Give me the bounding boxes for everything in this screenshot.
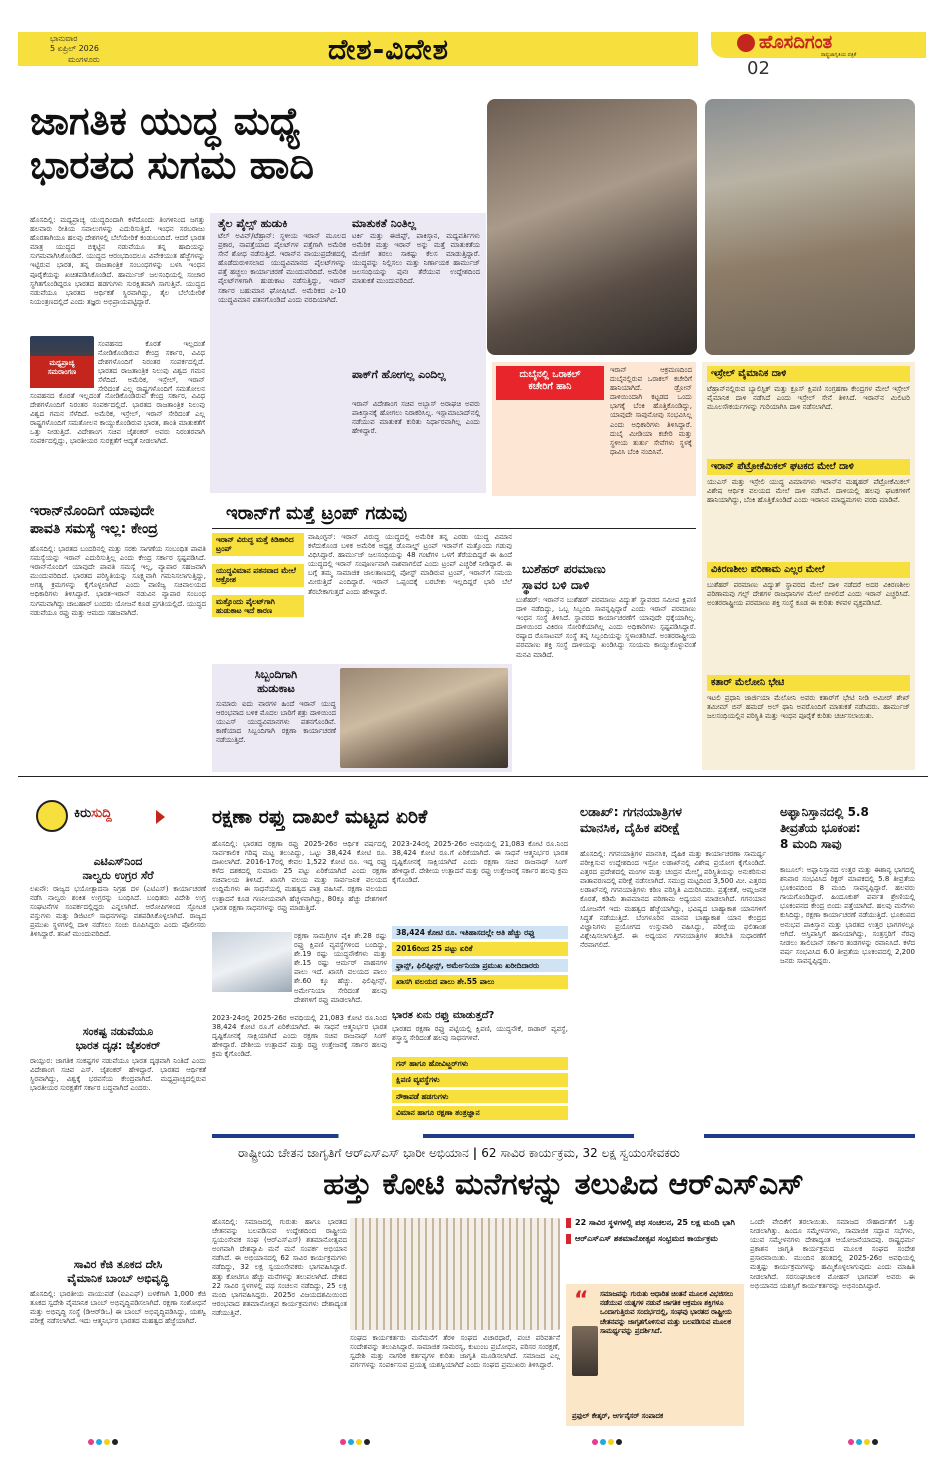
- afghan-headline-1: ಅಫ್ಘಾನಿಸ್ತಾನದಲ್ಲಿ 5.8: [780, 805, 869, 819]
- inset-label-2: ಸಮರಾಂಗಣ: [47, 367, 77, 376]
- oil-body: ಟೆಲ್ ಅವಿವ್/ಟೆಹ್ರಾನ್: ಸ್ಥಳೀಯ ಇರಾನ್ ಮೂಲದ ಪ್ರಕಾರ, ನಾಪತ್ತೆಯಾದ ಪೈಲಟ್‌ಗಳ ಪತ್ತೆಗಾಗಿ ಅಮೆರಿಕ ಸೇನೆ ಶೋಧ ನಡೆಸುತ್ತಿದೆ. ಇರಾನ್‌ನ ವಾಯುಪ್ರದೇಶದಲ್ಲಿ ಹೊಡೆದುರುಳಿಸಲಾದ ಯುದ್ಧವಿಮಾನದ ಪೈಲಟ್‌ಗಳನ್ನು ಪತ್ತೆ ಹಚ್ಚಲು ಕಾರ್ಯಾಚರಣೆ ಮುಂದುವರಿದಿದೆ. ಅಮೆರಿಕ ಪೈಲಟ್‌ಗಳಿಗಾಗಿ ಹುಡುಕಾಟ ನಡೆಸುತ್ತಿದ್ದು, ಇರಾನ್ ಸರ್ಕಾರ ಬಹುಮಾನ ಘೋಷಿಸಿದೆ. ಅಮೆರಿಕದ ಎ-10 ಯುದ್ಧವಿಮಾನ ಪತನಗೊಂಡಿದೆ ಎಂದು ವರದಿಯಾಗಿದೆ.: [218, 232, 346, 304]
- author-photo: [572, 1326, 598, 1376]
- rss-highlights: [566, 1218, 744, 1244]
- israel-strike-body: ಟೆಹ್ರಾನ್‌ನಲ್ಲಿರುವ ಬ್ಯಾಲಿಸ್ಟಿಕ್ ಮತ್ತು ಕ್ರೂಸ್ ಕ್ಷಿಪಣಿ ಸಂಗ್ರಹಣಾ ಕೇಂದ್ರಗಳ ಮೇಲೆ ಇಸ್ರೇಲ್ ವೈಮಾನಿಕ ದಾಳಿ ನಡೆಸಿದೆ ಎಂದು ಇಸ್ರೇಲ್ ಸೇನೆ ತಿಳಿಸಿದೆ. ಇರಾನ್‌ನ ಮಿಲಿಟರಿ ಮೂಲಸೌಕರ್ಯಗಳನ್ನು ಗುರಿಯಾಗಿಸಿ ದಾಳಿ ನಡೆಸಲಾಗಿದೆ.: [707, 385, 910, 412]
- rss-divider-band: [212, 1134, 915, 1138]
- fist-icon: [36, 800, 68, 832]
- kiru-1-title-1: ಎಟಿಎಸ್‌ನಿಂದ: [93, 855, 143, 868]
- kiru-3-body: ಹೊಸದಿಲ್ಲಿ: ಭಾರತೀಯ ವಾಯುಪಡೆ (ಐಎಎಫ್) ಬಳಕೆಗಾಗಿ 1,000 ಕೆಜಿ ತೂಕದ ಸ್ವದೇಶಿ ವೈಮಾನಿಕ ಬಾಂಬ್ ಅಭಿವೃದ್ಧಿಪಡಿಸಲಾಗಿದೆ. ರಕ್ಷಣಾ ಸಂಶೋಧನೆ ಮತ್ತು ಅಭಿವೃದ್ಧಿ ಸಂಸ್ಥೆ (ಡಿಆರ್‌ಡಿಒ) ಈ ಬಾಂಬ್ ಅಭಿವೃದ್ಧಿಪಡಿಸಿದ್ದು, ಯಶಸ್ವಿ ಪರೀಕ್ಷೆ ನಡೆಸಲಾಗಿದೆ. ಇದು ಆತ್ಮನಿರ್ಭರ ಭಾರತದ ಮಹತ್ವದ ಹೆಜ್ಜೆಯಾಗಿದೆ.: [30, 1290, 206, 1326]
- bushehr-headline-2: ಸ್ಥಾವರ ಬಳಿ ದಾಳಿ: [522, 577, 590, 592]
- brand-name: ಹೊಸದಿಗಂತ: [759, 32, 833, 53]
- defence-chart-photo: [212, 932, 292, 992]
- defence-body-4: 2023-24ರಲ್ಲಿ 2025-26ರ ಅವಧಿಯಲ್ಲಿ 21,083 ಕೋಟಿ ರೂ.ನಿಂದ 38,424 ಕೋಟಿ ರೂ.ಗೆ ಏರಿಕೆಯಾಗಿದೆ. ಈ ಸಾಧನೆ ಆತ್ಮನಿರ್ಭರ ಭಾರತ ದೃಷ್ಟಿಕೋನಕ್ಕೆ ಸಾಕ್ಷಿಯಾಗಿದೆ ಎಂದು ರಕ್ಷಣಾ ಸಚಿವ ರಾಜನಾಥ್ ಸಿಂಗ್ ಹೇಳಿದ್ದಾರೆ. ದೇಶೀಯ ಉತ್ಪಾದನೆ ಮತ್ತು ರಫ್ತು ಉತ್ತೇಜನಕ್ಕೆ ಸರ್ಕಾರ ಹಲವು ಕ್ರಮ ಕೈಗೊಂಡಿದೆ.: [392, 840, 568, 885]
- kiru-2-body: ರಾಯ್ಪುರ: ಜಾಗತಿಕ ಸಂಕಷ್ಟಗಳ ನಡುವೆಯೂ ಭಾರತ ದೃಢವಾಗಿ ನಿಂತಿದೆ ಎಂದು ವಿದೇಶಾಂಗ ಸಚಿವ ಎಸ್. ಜೈಶಂಕರ್ ಹೇಳಿದ್ದಾರೆ. ಭಾರತದ ಆರ್ಥಿಕತೆ ಸ್ಥಿರವಾಗಿದ್ದು, ವಿಶ್ವಕ್ಕೆ ಭರವಸೆಯ ಕೇಂದ್ರವಾಗಿದೆ. ಮಧ್ಯಪ್ರಾಚ್ಯದಲ್ಲಿರುವ ಭಾರತೀಯರ ಸುರಕ್ಷತೆಗೆ ಸರ್ಕಾರ ಬದ್ಧವಾಗಿದೆ ಎಂದರು.: [30, 1057, 206, 1093]
- masthead: [18, 30, 928, 90]
- afghan-headline-3: 8 ಮಂದಿ ಸಾವು: [780, 837, 842, 852]
- rss-quote-text: ಸಮಾಜವನ್ನು ಗುರುತು ಆಧಾರಿತ ಚಿಂತನೆ ಮೂಲಕ ವಿಭಜಿಸಲು ನಡೆಯುವ ಯತ್ನಗಳ ನಡುವೆ ಜಾಗತಿಕ ಆಕ್ರಮಣ ಶಕ್ತಿಗಳೂ ಒಂದಾಗುತ್ತಿರುವ ಸಂದರ್ಭದಲ್ಲಿ, ಸಂಘವು ಭಾರತದ ರಾಷ್ಟ್ರೀಯ ಚೇತನವನ್ನು ಜಾಗೃತಗೊಳಿಸುವ ಮತ್ತು ಬಲಪಡಿಸುವ ಮೂಲಕ ಸಾಮರ್ಥ್ಯವನ್ನು ಪ್ರದರ್ಶಿಸಿದೆ.: [600, 1290, 734, 1335]
- iran-payment-headline-2: ಪಾವತಿ ಸಮಸ್ಯೆ ಇಲ್ಲ: ಕೇಂದ್ರ: [30, 520, 158, 537]
- inset-label-box: [30, 356, 94, 388]
- bushehr-headline: [516, 562, 696, 593]
- rss-quote-author: ಪ್ರಫುಲ್ ಕೇತ್ಕರ್, ಆರ್ಗನೈಸರ್ ಸಂಪಾದಕ: [572, 1412, 664, 1420]
- defence-q-item-2: ಕ್ಷಿಪಣಿ ವ್ಯವಸ್ಥೆಗಳು: [392, 1073, 568, 1086]
- trump-bullet-1: ಇರಾನ್ ವಿರುದ್ಧ ಮತ್ತೆ ಕಿಡಿಕಾರಿದ ಟ್ರಂಪ್: [212, 533, 304, 556]
- city-label: ಮಂಗಳೂರು: [68, 54, 100, 64]
- rss-kicker: ರಾಷ್ಟ್ರೀಯ ಚೇತನ ಜಾಗೃತಿಗೆ ಆರ್‌ಎಸ್‌ಎಸ್ ಭಾರೀ ಅಭಿಯಾನ | 62 ಸಾವಿರ ಕಾರ್ಯಕ್ರಮ, 32 ಲಕ್ಷ ಸ್ವಯಂಸೇವಕರು: [238, 1146, 680, 1160]
- rubble-photo: [705, 99, 915, 355]
- lead-body-2: ಸಂವಹನದ ಕೊರತೆ ಇಲ್ಲದಂತೆ ನೋಡಿಕೊಂಡಿರುವ ಕೇಂದ್ರ ಸರ್ಕಾರ, ವಿವಿಧ ದೇಶಗಳೊಂದಿಗೆ ನಿರಂತರ ಸಂಪರ್ಕದಲ್ಲಿದೆ. ಭಾರತದ ರಾಜತಾಂತ್ರಿಕ ನಿಲುವು ವಿಶ್ವದ ಗಮನ ಸೆಳೆದಿದೆ. ಅಮೆರಿಕ, ಇಸ್ರೇಲ್, ಇರಾನ್ ಸೇರಿದಂತೆ ಎಲ್ಲ ರಾಷ್ಟ್ರಗಳೊಂದಿಗೆ ಸಮತೋಲನ: [98, 340, 205, 394]
- dubai-title-2: ಕಚೇರಿಗೆ ಹಾನಿ: [528, 381, 572, 393]
- registration-dots-center-right: [592, 1438, 624, 1447]
- kiru-label: [74, 806, 112, 822]
- defence-fact-2: 2016ರಿಂದ 25 ಪಟ್ಟು ಏರಿಕೆ: [392, 942, 568, 955]
- dubai-title-1: ದುಬೈನಲ್ಲಿ ಒರಾಕಲ್: [519, 369, 581, 380]
- ladakh-body: ಹೊಸದಿಲ್ಲಿ: ಗಗನಯಾತ್ರಿಗಳ ಮಾನಸಿಕ, ದೈಹಿಕ ಮತ್ತು ಕಾರ್ಯಾಚರಣಾ ಸಾಮರ್ಥ್ಯ ಪರೀಕ್ಷಿಸುವ ಉದ್ದೇಶದಿಂದ ಇಸ್ರೋ ಲಡಾಖ್‌ನಲ್ಲಿ ವಿಶೇಷ ಪ್ರಯೋಗ ಕೈಗೊಂಡಿದೆ. ಎತ್ತರದ ಪ್ರದೇಶದಲ್ಲಿ ಮಂಗಳ ಮತ್ತು ಚಂದ್ರನ ಮೇಲ್ಮೈ ಪರಿಸ್ಥಿತಿಯನ್ನು ಅನುಕರಿಸುವ ವಾತಾವರಣದಲ್ಲಿ ಪರೀಕ್ಷೆ ನಡೆಸಲಾಗಿದೆ. ಸಮುದ್ರ ಮಟ್ಟದಿಂದ 3,500 ಮೀ. ಎತ್ತರದ ಲಡಾಖ್‌ನಲ್ಲಿ ಗಗನಯಾತ್ರಿಗಳು ಕಠಿಣ ಪರಿಸ್ಥಿತಿ ಎದುರಿಸಿದರು. ಪ್ರತ್ಯೇಕತೆ, ಆಮ್ಲಜನಕ ಕೊರತೆ, ಕಡಿಮೆ ತಾಪಮಾನದ ಪರಿಣಾಮ ಅಧ್ಯಯನ ಮಾಡಲಾಗಿದೆ. ಗಗನಯಾನ ಯೋಜನೆಗೆ ಇದು ಮಹತ್ವದ ಹೆಜ್ಜೆಯಾಗಿದ್ದು, ಭವಿಷ್ಯದ ಬಾಹ್ಯಾಕಾಶ ಯಾನಗಳಿಗೆ ಸಿದ್ಧತೆ ನಡೆಯುತ್ತಿದೆ. ಬೆಂಗಳೂರಿನ ಮಾನವ ಬಾಹ್ಯಾಕಾಶ ಯಾನ ಕೇಂದ್ರದ ವಿಜ್ಞಾನಿಗಳು ಪ್ರಯೋಗದ ಉಸ್ತುವಾರಿ ವಹಿಸಿದ್ದು, ಪರೀಕ್ಷೆಯ ಫಲಿತಾಂಶ ವಿಶ್ಲೇಷಿಸಲಾಗುತ್ತಿದೆ. ಈ ಅಧ್ಯಯನ ಗಗನಯಾತ್ರಿಗಳ ತರಬೇತಿ ಸುಧಾರಣೆಗೆ ನೆರವಾಗಲಿದೆ.: [580, 850, 766, 949]
- rss-kicker-b: 62 ಸಾವಿರ ಕಾರ್ಯಕ್ರಮ, 32 ಲಕ್ಷ ಸ್ವಯಂಸೇವಕರು: [481, 1146, 680, 1160]
- oil-title: ತೈಲ ಪೈಲ್ಸ್ ಹುಡುಕಿ: [218, 217, 288, 230]
- inset-label-1: ಮಧ್ಯಪ್ರಾಚ್ಯ: [49, 359, 75, 367]
- quote-mark-icon: “: [574, 1288, 589, 1313]
- registration-dots-center-left: [340, 1438, 372, 1447]
- qatar-body: ಇಟಲಿ ಪ್ರಧಾನಿ ಜಾರ್ಜಿಯಾ ಮೆಲೋನಿ ಅವರು ಕತಾರ್‌ಗೆ ಭೇಟಿ ನೀಡಿ ಅಮೀರ್ ಶೇಖ್ ತಮೀಮ್ ಬಿನ್ ಹಮದ್ ಅಲ್ ಥಾನಿ ಅವರೊಂದಿಗೆ ಮಾತುಕತೆ ನಡೆಸಿದರು. ಹಾರ್ಮುಜ್ ಜಲಸಂಧಿಯಲ್ಲಿನ ಪರಿಸ್ಥಿತಿ ಮತ್ತು ಇಂಧನ ಪೂರೈಕೆ ಕುರಿತು ಚರ್ಚಿಸಲಾಯಿತು.: [707, 694, 910, 721]
- staff-search-headline-1: ಸಿಬ್ಬಂದಿಗಾಗಿ: [254, 668, 298, 681]
- brand-block: [711, 30, 926, 82]
- iran-payment-headline: [30, 503, 206, 538]
- defence-fact-4: ಖಾಸಗಿ ವಲಯದ ಪಾಲು ಶೇ.55 ಪಾಲು: [392, 975, 568, 988]
- staff-search-body: ಸುಮಾರು ಐದು ವಾರಗಳ ಹಿಂದೆ ಇರಾನ್ ಯುದ್ಧ ಆರಂಭವಾದ ಬಳಿಕ ಮೊದಲ ಬಾರಿಗೆ ಶತ್ರು ದಾಳಿಯಿಂದ ಯುಎಸ್ ಯುದ್ಧವಿಮಾನಗಳು ಪತನಗೊಂಡಿವೆ. ಕಾಣೆಯಾದ ಸಿಬ್ಬಂದಿಗಾಗಿ ರಕ್ಷಣಾ ಕಾರ್ಯಾಚರಣೆ ನಡೆಯುತ್ತಿದೆ.: [216, 700, 336, 745]
- kiru-2-title-2: ಭಾರತ ದೃಢ: ಜೈಶಂಕರ್: [75, 1039, 161, 1053]
- dubai-body: ಇರಾನ್ ಆಕ್ರಮಣದಿಂದ ದುಬೈನಲ್ಲಿರುವ ಒರಾಕಲ್ ಕಚೇರಿಗೆ ಹಾನಿಯಾಗಿದೆ. ಡ್ರೋನ್ ದಾಳಿಯಿಂದಾಗಿ ಕಟ್ಟಡದ ಒಂದು ಭಾಗಕ್ಕೆ ಬೆಂಕಿ ಹೊತ್ತಿಕೊಂಡಿದ್ದು, ಯಾವುದೇ ಸಾವುನೋವು ಸಂಭವಿಸಿಲ್ಲ ಎಂದು ಅಧಿಕಾರಿಗಳು ತಿಳಿಸಿದ್ದಾರೆ. ದುಬೈ ಮೀಡಿಯಾ ಕಚೇರಿ ಮತ್ತು ಸ್ಥಳೀಯ ತುರ್ತು ಸೇವೆಗಳು ಸ್ಥಳಕ್ಕೆ ಧಾವಿಸಿ ಬೆಂಕಿ ನಂದಿಸಿವೆ.: [610, 366, 692, 456]
- building-photo: [340, 668, 508, 768]
- kiru-1-body: ಲಖನೌ: ರಾಜ್ಯದ ಭಯೋತ್ಪಾದನಾ ನಿಗ್ರಹ ದಳ (ಎಟಿಎಸ್) ಕಾರ್ಯಾಚರಣೆ ನಡೆಸಿ ನಾಲ್ವರು ಶಂಕಿತ ಉಗ್ರರನ್ನು ಬಂಧಿಸಿದೆ. ಬಂಧಿತರು ವಿದೇಶಿ ಉಗ್ರ ಸಂಘಟನೆಗಳ ಸಂಪರ್ಕದಲ್ಲಿದ್ದರು ಎನ್ನಲಾಗಿದೆ. ಆರೋಪಿಗಳಿಂದ ಸ್ಫೋಟಕ ವಸ್ತುಗಳು ಮತ್ತು ಡಿಜಿಟಲ್ ಸಾಧನಗಳನ್ನು ವಶಪಡಿಸಿಕೊಳ್ಳಲಾಗಿದೆ. ರಾಜ್ಯದ ಪ್ರಮುಖ ಸ್ಥಳಗಳಲ್ಲಿ ದಾಳಿ ನಡೆಸಲು ಸಂಚು ರೂಪಿಸಿದ್ದರು ಎಂದು ಪೊಲೀಸರು ತಿಳಿಸಿದ್ದಾರೆ. ತನಿಖೆ ಮುಂದುವರಿದಿದೆ.: [30, 885, 206, 939]
- masthead-date-block: [50, 34, 100, 65]
- rss-rally-photo: [350, 1218, 560, 1330]
- petrochem-title: ಇರಾನ್ ಪೆಟ್ರೋಕೆಮಿಕಲ್ ಘಟಕದ ಮೇಲೆ ದಾಳಿ: [707, 459, 910, 475]
- rss-kicker-a: ರಾಷ್ಟ್ರೀಯ ಚೇತನ ಜಾಗೃತಿಗೆ ಆರ್‌ಎಸ್‌ಎಸ್ ಭಾರೀ ಅಭಿಯಾನ: [238, 1146, 469, 1160]
- defence-q-item-1: ಗನ್ ಹಾಗೂ ಹೋವಿಟ್ಜರ್‌ಗಳು: [392, 1057, 568, 1070]
- staff-search-headline-2: ಹುಡುಕಾಟ: [257, 682, 295, 696]
- defence-fact-1: 38,424 ಕೋಟಿ ರೂ. ಇತಿಹಾಸದಲ್ಲೇ ಅತಿ ಹೆಚ್ಚು ರಫ್ತು: [392, 926, 568, 939]
- kiru-3-title-1: ಸಾವಿರ ಕೆಜಿ ತೂಕದ ದೇಸಿ: [73, 1258, 163, 1271]
- kiru-1-title-2: ನಾಲ್ವರು ಉಗ್ರರ ಸೆರೆ: [82, 869, 154, 883]
- petrochem-body: ಯುಎಸ್ ಮತ್ತು ಇಸ್ರೇಲಿ ಯುದ್ಧ ವಿಮಾನಗಳು ಇರಾನ್‌ನ ಮಹ್ಶಹರ್ ಪೆಟ್ರೋಕೆಮಿಕಲ್ ವಿಶೇಷ ಆರ್ಥಿಕ ವಲಯದ ಮೇಲೆ ದಾಳಿ ನಡೆಸಿವೆ. ದಾಳಿಯಲ್ಲಿ ಹಲವು ಘಟಕಗಳಿಗೆ ಹಾನಿಯಾಗಿದ್ದು, ಬೆಂಕಿ ಹೊತ್ತಿಕೊಂಡಿದೆ ಎಂದು ಇರಾನಿನ ಮಾಧ್ಯಮಗಳು ವರದಿ ಮಾಡಿವೆ.: [707, 478, 910, 505]
- registration-dots-right: [848, 1438, 880, 1447]
- defence-q-body: ಭಾರತದ ರಕ್ಷಣಾ ರಫ್ತು ಪಟ್ಟಿಯಲ್ಲಿ ಕ್ಷಿಪಣಿ, ಯುದ್ಧನೌಕೆ, ರಾಡಾರ್ ವ್ಯವಸ್ಥೆ, ಶಸ್ತ್ರಾಸ್ತ್ರ ಸೇರಿದಂತೆ ಹಲವು ಸಾಧನಗಳಿವೆ.: [392, 1025, 568, 1043]
- section-title: ದೇಶ-ವಿದೇಶ: [328, 33, 449, 66]
- afghan-body: ಕಾಬೂಲ್: ಅಫ್ಘಾನಿಸ್ತಾನದ ಉತ್ತರ ಮತ್ತು ಈಶಾನ್ಯ ಭಾಗದಲ್ಲಿ ಶನಿವಾರ ಸಂಭವಿಸಿದ ರಿಕ್ಟರ್ ಮಾಪಕದಲ್ಲಿ 5.8 ತೀವ್ರತೆಯ ಭೂಕಂಪದಿಂದ 8 ಮಂದಿ ಸಾವನ್ನಪ್ಪಿದ್ದಾರೆ. ಹಲವರು ಗಾಯಗೊಂಡಿದ್ದಾರೆ. ಹಿಂದೂಕುಶ್ ಪರ್ವತ ಶ್ರೇಣಿಯಲ್ಲಿ ಭೂಕಂಪನದ ಕೇಂದ್ರ ಬಿಂದು ಪತ್ತೆಯಾಗಿದೆ. ಹಲವು ಮನೆಗಳು ಕುಸಿದಿದ್ದು, ರಕ್ಷಣಾ ಕಾರ್ಯಾಚರಣೆ ನಡೆಯುತ್ತಿದೆ. ಭೂಕಂಪದ ಅನುಭವ ಪಾಕಿಸ್ತಾನ ಮತ್ತು ಭಾರತದ ಉತ್ತರ ಭಾಗಗಳಲ್ಲೂ ಆಗಿದೆ. ಆಸ್ತಿಪಾಸ್ತಿಗೆ ಹಾನಿಯಾಗಿದ್ದು, ಸಂತ್ರಸ್ತರಿಗೆ ನೆರವು ನೀಡಲು ತಾಲಿಬಾನ್ ಸರ್ಕಾರ ತಂಡಗಳನ್ನು ರವಾನಿಸಿದೆ. ಕಳೆದ ವರ್ಷ ಸಂಭವಿಸಿದ 6.0 ತೀವ್ರತೆಯ ಭೂಕಂಪದಲ್ಲಿ 2,200 ಜನರು ಸಾವನ್ನಪ್ಪಿದ್ದರು.: [780, 866, 915, 965]
- trump-bullet-2: ಯುದ್ಧವಿಮಾನ ಪತನವಾದ ಮೇಲೆ ಆಕ್ರೋಶ: [212, 564, 304, 587]
- talks-title: ಮಾತುಕತೆ ನಿಂತಿಲ್ಲ: [352, 217, 416, 230]
- radiation-body: ಬುಶೆಹರ್ ಪರಮಾಣು ವಿದ್ಯುತ್ ಸ್ಥಾವರದ ಮೇಲೆ ದಾಳಿ ನಡೆದರೆ ಅದರ ವಿಕಿರಣಶೀಲ ಪರಿಣಾಮವು ಗಲ್ಫ್ ದೇಶಗಳ ರಾಜಧಾನಿಗಳ ಮೇಲೆ ಬೀಳಲಿದೆ ಎಂದು ಇರಾನ್ ಎಚ್ಚರಿಸಿದೆ. ಅಂತರರಾಷ್ಟ್ರೀಯ ಪರಮಾಣು ಶಕ್ತಿ ಸಂಸ್ಥೆ ಕೂಡ ಈ ಕುರಿತು ಕಳವಳ ವ್ಯಕ್ತಪಡಿಸಿದೆ.: [707, 581, 910, 608]
- defence-q-items: [392, 1057, 568, 1123]
- brand-tagline: ರಾಷ್ಟ್ರಜಾಗೃತಿಯ ಪತ್ರಿಕೆ: [821, 52, 857, 58]
- afghan-headline-2: ತೀವ್ರತೆಯ ಭೂಕಂಪ:: [780, 821, 861, 836]
- israel-strike-title: ಇಸ್ರೇಲ್ ವೈಮಾನಿಕ ದಾಳಿ: [707, 366, 910, 382]
- kiru-badge: [30, 800, 190, 834]
- trump-headline: ಇರಾನ್‌ಗೆ ಮತ್ತೆ ಟ್ರಂಪ್ ಗಡುವು: [226, 503, 408, 524]
- defence-q-item-3: ನೌಕಾಪಡೆ ಹಡಗುಗಳು: [392, 1090, 568, 1103]
- rss-body-2: ಸಂಘದ ಕಾರ್ಯಕರ್ತರು ಮನೆಮನೆಗೆ ತೆರಳಿ ಸಂಘದ ವಿಚಾರಧಾರೆ, ಪಂಚ ಪರಿವರ್ತನೆ ಸಂದೇಶವನ್ನು ತಲುಪಿಸಿದ್ದಾರೆ. ಸಾಮಾಜಿಕ ಸಾಮರಸ್ಯ, ಕುಟುಂಬ ಪ್ರಬೋಧನ, ಪರಿಸರ ಸಂರಕ್ಷಣೆ, ಸ್ವದೇಶಿ ಮತ್ತು ನಾಗರಿಕ ಕರ್ತವ್ಯಗಳ ಕುರಿತು ಜಾಗೃತಿ ಮೂಡಿಸಲಾಗಿದೆ. ಸಮಾಜದ ಎಲ್ಲ ವರ್ಗಗಳನ್ನು ಸಂಪರ್ಕಿಸುವ ಪ್ರಯತ್ನ ಯಶಸ್ವಿಯಾಗಿದೆ ಎಂದು ಸಂಘದ ಪ್ರಮುಖರು ತಿಳಿಸಿದ್ದಾರೆ.: [350, 1334, 560, 1370]
- trump-bullet-3: ಮತ್ತೊಂದು ಪೈಲಟ್‌ಗಾಗಿ ಹುಡುಕಾಟ ಇದೆ ಕಾರಣ: [212, 595, 304, 618]
- lead-headline-line2: ಭಾರತದ ಸುಗಮ ಹಾದಿ: [30, 142, 314, 187]
- lead-body-3: ಸಂವಹನದ ಕೊರತೆ ಇಲ್ಲದಂತೆ ನೋಡಿಕೊಂಡಿರುವ ಕೇಂದ್ರ ಸರ್ಕಾರ, ವಿವಿಧ ದೇಶಗಳೊಂದಿಗೆ ನಿರಂತರ ಸಂಪರ್ಕದಲ್ಲಿದೆ. ಭಾರತದ ರಾಜತಾಂತ್ರಿಕ ನಿಲುವು ವಿಶ್ವದ ಗಮನ ಸೆಳೆದಿದೆ. ಅಮೆರಿಕ, ಇಸ್ರೇಲ್, ಇರಾನ್ ಸೇರಿದಂತೆ ಎಲ್ಲ ರಾಷ್ಟ್ರಗಳೊಂದಿಗೆ ಸಮತೋಲನ ಕಾಯ್ದುಕೊಂಡಿರುವ ಭಾರತ, ಶಾಂತಿ ಮಾತುಕತೆಗೆ ಒತ್ತು ನೀಡುತ್ತಿದೆ. ವಿದೇಶಾಂಗ ಸಚಿವ ಜೈಶಂಕರ್ ಅವರು ನಿರಂತರವಾಗಿ ಸಂಪರ್ಕದಲ್ಲಿದ್ದು, ಭಾರತೀಯರ ಸುರಕ್ಷತೆಗೆ ಆದ್ಯತೆ ನೀಡಲಾಗಿದೆ.: [30, 392, 205, 446]
- rss-body: ಹೊಸದಿಲ್ಲಿ: ಸಮಾಜದಲ್ಲಿ ಗುರುತು ಹಾಗೂ ಭಾರತದ ಚೇತನವನ್ನು ಬಲಪಡಿಸುವ ಉದ್ದೇಶದಿಂದ ರಾಷ್ಟ್ರೀಯ ಸ್ವಯಂಸೇವಕ ಸಂಘ (ಆರ್‌ಎಸ್‌ಎಸ್) ಶತಮಾನೋತ್ಸವದ ಅಂಗವಾಗಿ ದೇಶವ್ಯಾಪಿ ಮನೆ ಮನೆ ಸಂಪರ್ಕ ಅಭಿಯಾನ ನಡೆಸಿದೆ. ಈ ಅಭಿಯಾನದಲ್ಲಿ 62 ಸಾವಿರ ಕಾರ್ಯಕ್ರಮಗಳು ನಡೆದಿದ್ದು, 32 ಲಕ್ಷ ಸ್ವಯಂಸೇವಕರು ಭಾಗವಹಿಸಿದ್ದಾರೆ. ಹತ್ತು ಕೋಟಿಗೂ ಹೆಚ್ಚು ಮನೆಗಳನ್ನು ತಲುಪಲಾಗಿದೆ. ದೇಶದ 22 ಸಾವಿರ ಸ್ಥಳಗಳಲ್ಲಿ ಪಥ ಸಂಚಲನ ನಡೆದಿದ್ದು, 25 ಲಕ್ಷ ಮಂದಿ ಭಾಗವಹಿಸಿದ್ದರು. 2025ರ ವಿಜಯದಶಮಿಯಿಂದ ಆರಂಭವಾದ ಶತಮಾನೋತ್ಸವ ಕಾರ್ಯಕ್ರಮಗಳು ದೇಶಾದ್ಯಂತ ನಡೆಯುತ್ತಿವೆ.: [212, 1218, 347, 1317]
- fire-photo: [487, 99, 697, 355]
- defence-q-title: ಭಾರತ ಏನು ರಫ್ತು ಮಾಡುತ್ತದೆ?: [392, 1010, 495, 1021]
- rss-highlight-1: 22 ಸಾವಿರ ಸ್ಥಳಗಳಲ್ಲಿ ಪಥ ಸಂಚಲನ, 25 ಲಕ್ಷ ಮಂದಿ ಭಾಗಿ: [566, 1218, 744, 1228]
- lead-body: ಹೊಸದಿಲ್ಲಿ: ಮಧ್ಯಪ್ರಾಚ್ಯ ಯುದ್ಧದಿಂದಾಗಿ ಕಳೆದೊಂದು ತಿಂಗಳಿನಿಂದ ಜಗತ್ತು ಹಲವಾರು ರೀತಿಯ ಸವಾಲುಗಳನ್ನು ಎದುರಿಸುತ್ತಿದೆ. ಇಂಧನ ಸರಬರಾಜು ಹೊರತಾಗಿಯೂ ಹಲವು ದೇಶಗಳಲ್ಲಿ ಬೆಲೆಯೇರಿಕೆ ಕಂಡುಬಂದಿದೆ. ಆದರೆ ಭಾರತ ಮಾತ್ರ ಯುದ್ಧದ ಬಿಕ್ಕಟ್ಟಿನ ನಡುವೆಯೂ ತನ್ನ ಹಾದಿಯನ್ನು ಸುಗಮವಾಗಿಸಿಕೊಂಡಿದೆ. ಯುದ್ಧದ ಆರಂಭದಿಂದಲೂ ವಿವೇಕಯುತ ಹೆಜ್ಜೆಗಳನ್ನು ಇಟ್ಟಿರುವ ಭಾರತ, ತನ್ನ ರಾಜತಾಂತ್ರಿಕ ಸಂಬಂಧಗಳನ್ನು ಬಳಸಿ ಇಂಧನ ಪೂರೈಕೆಯನ್ನು ಖಚಿತಪಡಿಸಿಕೊಂಡಿದೆ. ಹಾರ್ಮುಜ್ ಜಲಸಂಧಿಯಲ್ಲಿ ಸಂಚಾರ ಸ್ಥಗಿತಗೊಂಡಿದ್ದರೂ ಭಾರತದ ಹಡಗುಗಳು ಸುರಕ್ಷಿತವಾಗಿ ಸಾಗುತ್ತಿವೆ. ಯುದ್ಧದ ನಡುವೆಯೂ ಭಾರತದ ಆರ್ಥಿಕತೆ ಸ್ಥಿರವಾಗಿದ್ದು, ತೈಲ ಬೆಲೆಯೇರಿಕೆ ನಿಯಂತ್ರಣದಲ್ಲಿದೆ ಎಂದು ತಜ್ಞರು ಅಭಿಪ್ರಾಯಪಟ್ಟಿದ್ದಾರೆ.: [30, 216, 205, 306]
- date-label: 5 ಏಪ್ರಿಲ್ 2026: [50, 44, 99, 54]
- lead-headline-line1: ಜಾಗತಿಕ ಯುದ್ಧ ಮಧ್ಯೆ: [30, 99, 302, 143]
- pak-body: ಇರಾನ್ ವಿದೇಶಾಂಗ ಸಚಿವ ಅಬ್ಬಾಸ್ ಅರಾಘಚಿ ಅವರು ಪಾಕಿಸ್ತಾನಕ್ಕೆ ಹೋಗಲು ನಿರಾಕರಿಸಿಲ್ಲ. ಇಸ್ಲಾಮಾಬಾದ್‌ನಲ್ಲಿ ನಡೆಯುವ ಮಾತುಕತೆ ಕುರಿತು ನಿರ್ಧಾರವಾಗಿಲ್ಲ ಎಂದು ಹೇಳಿದ್ದಾರೆ.: [352, 400, 480, 436]
- defence-body-2: ರಕ್ಷಣಾ ಸಾಮಗ್ರಿಗಳ ಪೈಕಿ ಶೇ.28 ರಷ್ಟು ರಫ್ತು ಕ್ಷಿಪಣಿ ವ್ಯವಸ್ಥೆಗಳಿಂದ ಬಂದಿದ್ದು, ಶೇ.19 ರಷ್ಟು ಯುದ್ಧನೌಕೆಗಳು ಮತ್ತು ಶೇ.15 ರಷ್ಟು ಆರ್ಮರ್ ವಾಹನಗಳ ಪಾಲು ಇದೆ. ಖಾಸಗಿ ವಲಯದ ಪಾಲು ಶೇ.60 ಕ್ಕೂ ಹೆಚ್ಚು. ಫಿಲಿಪ್ಪೀನ್ಸ್, ಅರ್ಮೇನಿಯಾ ಸೇರಿದಂತೆ ಹಲವು ದೇಶಗಳಿಗೆ ರಫ್ತು ಮಾಡಲಾಗಿದೆ.: [294, 932, 387, 1004]
- trump-body: ವಾಷಿಂಗ್ಟನ್: ಇರಾನ್ ವಿರುದ್ಧ ಯುದ್ಧದಲ್ಲಿ ಅಮೆರಿಕ ತನ್ನ ಎರಡು ಯುದ್ಧ ವಿಮಾನ ಕಳೆದುಕೊಂಡ ಬಳಿಕ ಅಮೆರಿಕ ಅಧ್ಯಕ್ಷ ಡೊನಾಲ್ಡ್ ಟ್ರಂಪ್ ಇರಾನ್‌ಗೆ ಮತ್ತೊಂದು ಗಡುವು ವಿಧಿಸಿದ್ದಾರೆ. ಹಾರ್ಮುಜ್ ಜಲಸಂಧಿಯನ್ನು 48 ಗಂಟೆಗಳ ಒಳಗೆ ತೆರೆಯದಿದ್ದರೆ ಈ ಹಿಂದೆ ಯುದ್ಧದಲ್ಲಿ ಇರಾನ್ ಸಂಪೂರ್ಣವಾಗಿ ನಾಶವಾಗಲಿದೆ ಎಂದು ಟ್ರಂಪ್ ಎಚ್ಚರಿಕೆ ನೀಡಿದ್ದಾರೆ. ಈ ಬಗ್ಗೆ ತಮ್ಮ ಸಾಮಾಜಿಕ ಜಾಲತಾಣದಲ್ಲಿ ಪೋಸ್ಟ್ ಮಾಡಿರುವ ಟ್ರಂಪ್, ಇರಾನ್‌ಗೆ ಸಮಯ ಮೀರುತ್ತಿದೆ ಎಂದಿದ್ದಾರೆ. ಇರಾನ್ ಒಪ್ಪಂದಕ್ಕೆ ಬರಬೇಕು ಇಲ್ಲದಿದ್ದರೆ ಭಾರಿ ಬೆಲೆ ತೆರಬೇಕಾಗುತ್ತದೆ ಎಂದು ಹೇಳಿದ್ದಾರೆ.: [308, 533, 512, 596]
- kiru-2-title: [30, 1025, 206, 1054]
- ladakh-headline-1: ಲಡಾಖ್: ಗಗನಯಾತ್ರಿಗಳ: [580, 804, 682, 819]
- staff-search-headline: [216, 668, 336, 697]
- defence-facts: [392, 926, 568, 992]
- rss-highlight-2: ಆರ್‌ಎಸ್‌ಎಸ್ ಶತಮಾನೋತ್ಸವ ಸಂಭ್ರಮದ ಕಾರ್ಯಕ್ರಮ: [566, 1234, 744, 1244]
- iran-payment-headline-1: ಇರಾನ್‌ನೊಂದಿಗೆ ಯಾವುದೇ: [30, 503, 155, 519]
- kiru-arrow-icon: [156, 810, 165, 824]
- trump-rule: [212, 528, 696, 529]
- day-label: ಭಾನುವಾರ: [50, 34, 78, 43]
- ladakh-headline-2: ಮಾನಸಿಕ, ದೈಹಿಕ ಪರೀಕ್ಷೆ: [580, 820, 681, 836]
- defence-q-item-4: ವಿಮಾನ ಹಾಗೂ ರಕ್ಷಣಾ ತಂತ್ರಜ್ಞಾನ: [392, 1106, 568, 1119]
- bushehr-headline-1: ಬುಶೆಹರ್ ಪರಮಾಣು: [522, 562, 606, 576]
- ladakh-headline: [580, 804, 766, 837]
- lead-headline: [30, 100, 480, 187]
- rss-body-3: ಒಂದೇ ವೇದಿಕೆಗೆ ತರಲಾಯಿತು. ಸಮಾಜದ ಸೌಹಾರ್ದತೆಗೆ ಒತ್ತು ನೀಡಲಾಗಿತ್ತು. ಹಿಂದೂ ಸಮ್ಮೇಳನಗಳು, ಸಾಮಾಜಿಕ ಸದ್ಭಾವ ಸಭೆಗಳು, ಯುವ ಸಮ್ಮೇಳನಗಳು ದೇಶಾದ್ಯಂತ ಆಯೋಜನೆಯಾದವು. ರಾಷ್ಟ್ರಧರ್ಮ ಪ್ರಕಾಶನ ಜಾಗೃತಿ ಕಾರ್ಯಕ್ರಮದ ಮೂಲಕ ಸಂಘದ ಸಂದೇಶ ಪ್ರಸಾರವಾಯಿತು. ಮುಂದಿನ ಹಂತದಲ್ಲಿ 2025-26ರ ಅವಧಿಯಲ್ಲಿ ಮತ್ತಷ್ಟು ಕಾರ್ಯಕ್ರಮಗಳನ್ನು ಹಮ್ಮಿಕೊಳ್ಳಲಾಗುವುದು ಎಂದು ಮಾಹಿತಿ ನೀಡಲಾಗಿದೆ. ಸರಸಂಘಚಾಲಕ ಮೋಹನ್ ಭಾಗವತ್ ಅವರು ಈ ಅಭಿಯಾನದ ಯಶಸ್ಸಿಗೆ ಕಾರ್ಯಕರ್ತರನ್ನು ಅಭಿನಂದಿಸಿದ್ದಾರೆ.: [750, 1218, 915, 1290]
- kiru-3-title-2: ವೈಮಾನಿಕ ಬಾಂಬ್ ಅಭಿವೃದ್ಧಿ: [67, 1272, 169, 1286]
- dubai-title-box: [496, 366, 604, 400]
- kiru-2-title-1: ಸಂಕಷ್ಟ ನಡುವೆಯೂ: [82, 1025, 154, 1038]
- radiation-title: ವಿಕಿರಣಶೀಲ ಪರಿಣಾಮ ಎಲ್ಲರ ಮೇಲೆ: [707, 562, 910, 578]
- pak-title: ಪಾಕ್‌ಗೆ ಹೋಗಲ್ಲ ಎಂದಿಲ್ಲ: [352, 368, 446, 381]
- mid-divider: [18, 776, 928, 777]
- kiru-label-a: ಕಿರು: [74, 806, 92, 821]
- defence-body-3: 2023-24ರಲ್ಲಿ 2025-26ರ ಅವಧಿಯಲ್ಲಿ 21,083 ಕೋಟಿ ರೂ.ನಿಂದ 38,424 ಕೋಟಿ ರೂ.ಗೆ ಏರಿಕೆಯಾಗಿದೆ. ಈ ಸಾಧನೆ ಆತ್ಮನಿರ್ಭರ ಭಾರತ ದೃಷ್ಟಿಕೋನಕ್ಕೆ ಸಾಕ್ಷಿಯಾಗಿದೆ ಎಂದು ರಕ್ಷಣಾ ಸಚಿವ ರಾಜನಾಥ್ ಸಿಂಗ್ ಹೇಳಿದ್ದಾರೆ. ದೇಶೀಯ ಉತ್ಪಾದನೆ ಮತ್ತು ರಫ್ತು ಉತ್ತೇಜನಕ್ಕೆ ಸರ್ಕಾರ ಹಲವು ಕ್ರಮ ಕೈಗೊಂಡಿದೆ.: [212, 1014, 387, 1059]
- rss-headline: ಹತ್ತು ಕೋಟಿ ಮನೆಗಳನ್ನು ತಲುಪಿದ ಆರ್‌ಎಸ್‌ಎಸ್: [323, 1167, 804, 1202]
- defence-fact-3: ಫ್ರಾನ್ಸ್, ಫಿಲಿಪ್ಪೀನ್ಸ್, ಅರ್ಮೇನಿಯಾ ಪ್ರಮುಖ ಖರೀದಿದಾರರು: [392, 959, 568, 972]
- kiru-1-title: [30, 855, 206, 884]
- registration-dots-left: [88, 1438, 120, 1447]
- kiru-3-title: [30, 1258, 206, 1287]
- trump-bullets: [212, 533, 304, 620]
- defence-headline: ರಕ್ಷಣಾ ರಫ್ತು ದಾಖಲೆ ಮಟ್ಟದ ಏರಿಕೆ: [212, 806, 428, 828]
- brand-logo-icon: [737, 34, 755, 52]
- kiru-label-b: ಸುದ್ದಿ: [91, 806, 112, 821]
- talks-body: ಟರ್ಕಿ ಮತ್ತು ಈಜಿಪ್ಟ್, ಪಾಕಿಸ್ತಾನ, ಮಧ್ಯವರ್ತಿಗಳು ಅಮೆರಿಕ ಮತ್ತು ಇರಾನ್ ಅನ್ನು ಮತ್ತೆ ಮಾತುಕತೆಯ ಮೇಜಿಗೆ ತರಲು ಸಾಕಷ್ಟು ಕೆಲಸ ಮಾಡುತ್ತಿದ್ದಾರೆ. ಯುದ್ಧವನ್ನು ನಿಲ್ಲಿಸಲು ಮತ್ತು ನಿರ್ಣಾಯಕ ಹಾರ್ಮುಜ್ ಜಲಸಂಧಿಯನ್ನು ಪುನಃ ತೆರೆಯುವ ಉದ್ದೇಶದಿಂದ ಮಾತುಕತೆ ಮುಂದುವರಿದಿದೆ.: [352, 232, 480, 286]
- afghan-headline: [780, 804, 915, 853]
- page-number: 02: [747, 58, 770, 79]
- defence-body: ಹೊಸದಿಲ್ಲಿ: ಭಾರತದ ರಕ್ಷಣಾ ರಫ್ತು 2025-26ರ ಆರ್ಥಿಕ ವರ್ಷದಲ್ಲಿ ಸಾರ್ವಕಾಲಿಕ ಗರಿಷ್ಠ ಮಟ್ಟ ತಲುಪಿದ್ದು, ಒಟ್ಟು 38,424 ಕೋಟಿ ರೂ. ದಾಖಲಾಗಿದೆ. 2016-17ರಲ್ಲಿ ಕೇವಲ 1,522 ಕೋಟಿ ರೂ. ಇದ್ದ ರಫ್ತು ಕಳೆದ ದಶಕದಲ್ಲಿ ಸುಮಾರು 25 ಪಟ್ಟು ಏರಿಕೆಯಾಗಿದೆ ಎಂದು ರಕ್ಷಣಾ ಸಚಿವಾಲಯ ತಿಳಿಸಿದೆ. ಖಾಸಗಿ ವಲಯ ಮತ್ತು ಸಾರ್ವಜನಿಕ ವಲಯದ ಉದ್ದಿಮೆಗಳು ಈ ಸಾಧನೆಯಲ್ಲಿ ಮಹತ್ವದ ಪಾತ್ರ ವಹಿಸಿವೆ. ರಕ್ಷಣಾ ವಲಯದ ಉತ್ಪಾದನೆ ಕೂಡ ಗಣನೀಯವಾಗಿ ಹೆಚ್ಚಳವಾಗಿದ್ದು, 80ಕ್ಕೂ ಹೆಚ್ಚು ದೇಶಗಳಿಗೆ ಭಾರತ ರಕ್ಷಣಾ ಸಾಧನಗಳನ್ನು ರಫ್ತು ಮಾಡುತ್ತಿದೆ.: [212, 840, 387, 912]
- iran-payment-body: ಹೊಸದಿಲ್ಲಿ: ಭಾರತದ ಬಂದರಿನಲ್ಲಿ ಮತ್ತು ಸರಕು ಸಾಗಣೆಯ ಸಂಬಂಧಿತ ಪಾವತಿ ಸಮಸ್ಯೆಯನ್ನು ಇರಾನ್ ಎದುರಿಸುತ್ತಿಲ್ಲ ಎಂದು ಕೇಂದ್ರ ಸರ್ಕಾರ ಸ್ಪಷ್ಟಪಡಿಸಿದೆ. ಇರಾನ್‌ನೊಂದಿಗೆ ಯಾವುದೇ ಪಾವತಿ ಸಮಸ್ಯೆ ಇಲ್ಲ, ವ್ಯಾಪಾರ ಸಹಜವಾಗಿ ಮುಂದುವರಿದಿದೆ. ಭಾರತದ ಪರಿಸ್ಥಿತಿಯನ್ನು ಸೂಕ್ಷ್ಮವಾಗಿ ಗಮನಿಸಲಾಗುತ್ತಿದ್ದು, ಅಗತ್ಯ ಕ್ರಮಗಳನ್ನು ಕೈಗೊಳ್ಳಲಾಗಿದೆ ಎಂದು ವಾಣಿಜ್ಯ ಸಚಿವಾಲಯದ ಅಧಿಕಾರಿಗಳು ತಿಳಿಸಿದ್ದಾರೆ. ಭಾರತ-ಇರಾನ್ ನಡುವಿನ ವ್ಯಾಪಾರ ಸಂಬಂಧ ಸುಗಮವಾಗಿದ್ದು ಚಾಬಹಾರ್ ಬಂದರು ಯೋಜನೆ ಕೂಡ ಪ್ರಗತಿಯಲ್ಲಿದೆ. ಯುದ್ಧದ ನಡುವೆಯೂ ರಫ್ತು ಮತ್ತು ಆಮದು ಸಹಜವಾಗಿದೆ.: [30, 545, 206, 617]
- qatar-title: ಕತಾರ್ ಮೆಲೋನಿ ಭೇಟಿ: [707, 675, 910, 691]
- bushehr-body: ಬುಶೆಹರ್: ಇರಾನ್‌ನ ಬುಶೆಹರ್ ಪರಮಾಣು ವಿದ್ಯುತ್ ಸ್ಥಾವರದ ಸಮೀಪ ಕ್ಷಿಪಣಿ ದಾಳಿ ನಡೆದಿದ್ದು, ಒಬ್ಬ ಸಿಬ್ಬಂದಿ ಸಾವನ್ನಪ್ಪಿದ್ದಾರೆ ಎಂದು ಇರಾನ್ ಪರಮಾಣು ಇಂಧನ ಸಂಸ್ಥೆ ತಿಳಿಸಿದೆ. ಸ್ಥಾವರದ ಕಾರ್ಯಾಚರಣೆಗೆ ಯಾವುದೇ ಧಕ್ಕೆಯಾಗಿಲ್ಲ. ದಾಳಿಯಿಂದ ವಿಕಿರಣ ಸೋರಿಕೆಯಾಗಿಲ್ಲ ಎಂದು ಅಧಿಕಾರಿಗಳು ಸ್ಪಷ್ಟಪಡಿಸಿದ್ದಾರೆ. ರಷ್ಯಾದ ರೊಸಾಟಮ್ ಸಂಸ್ಥೆ ತನ್ನ ಸಿಬ್ಬಂದಿಯನ್ನು ಸ್ಥಳಾಂತರಿಸಿದೆ. ಅಂತರರಾಷ್ಟ್ರೀಯ ಪರಮಾಣು ಶಕ್ತಿ ಸಂಸ್ಥೆ ದಾಳಿಯನ್ನು ಖಂಡಿಸಿದ್ದು ಸಂಯಮ ಕಾಯ್ದುಕೊಳ್ಳುವಂತೆ ಮನವಿ ಮಾಡಿದೆ.: [516, 596, 696, 659]
